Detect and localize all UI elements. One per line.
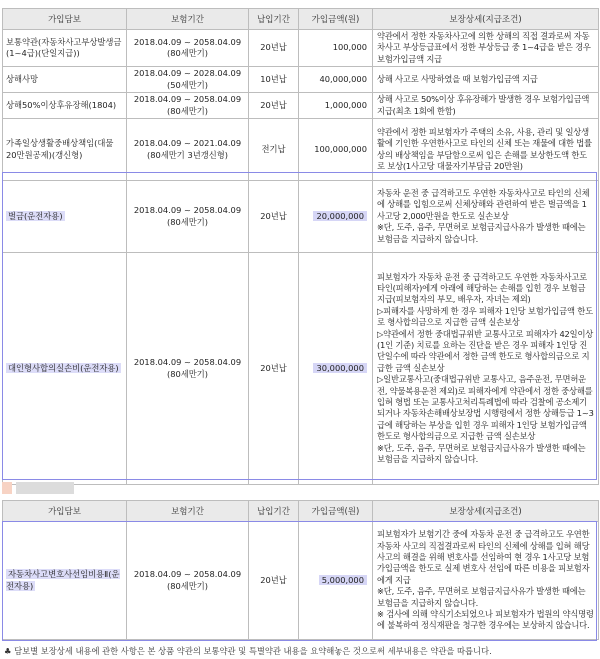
insurance-period	[127, 67, 249, 93]
highlighted-coverage-name: 벌금(운전자용)	[8, 210, 63, 221]
table-row	[3, 253, 599, 485]
coverage-detail: 자동차 운전 중 급격하고도 우연한 자동차사고로 타인의 신체에 상해를 입힘으로써 신체상해와 관련하여 받은 벌금액을 1사고당 2,000만원을 한도로 실손보상 ※단, 도주, 음주, 무면허로 보험금지급사유가 발생한 때에는 보험금을 지급하지 않습니다.	[373, 181, 599, 253]
table-row	[3, 119, 599, 181]
pay-period: 10년납	[249, 67, 299, 93]
period-term: (80세만기)	[166, 580, 209, 591]
period-range: 2018.04.09 ~ 2021.04.09	[133, 138, 242, 149]
coverage-amount	[299, 181, 373, 253]
redacted-area	[2, 478, 74, 498]
coverage-detail: 피보험자가 보험기간 중에 자동차 운전 중 급격하고도 우연한 자동차 사고의 직접결과로써 타인의 신체에 상해를 입혀 해당 사고의 해결을 위해 변호사를 선임하여 현 경우 1사고당 보험가입금액을 한도로 실제 변호사 선임에 따른 비용을 피보험자에게 지급 ※단, 도주, 음주, 무면허로 보험금지급사유가 발생한 때에는 보험금을 지급하지 않습니다. ※ 검사에 의해 약식기소되었으나 피보험자가 법원의 약식명령에 불복하여 정식재판을 청구한 경우에는 보상하지 않습니다.	[373, 522, 599, 640]
coverage-detail: 상해 사고로 사망하였을 때 보험가입금액 지급	[373, 67, 599, 93]
header-detail: 보장상세(지급조건)	[373, 501, 599, 522]
period-term: (80세만기)	[166, 105, 209, 116]
coverage-name: 상해사망	[3, 67, 127, 93]
insurance-period	[127, 253, 249, 485]
highlighted-amount: 30,000,000	[313, 363, 367, 373]
period-term: (80세만기 3년갱신형)	[146, 149, 229, 160]
coverage-detail: 약관에서 정한 자동차사고에 의한 상해의 직접 결과로써 자동차사고 부상등급표에서 정한 부상등급 중 1~4급을 받은 경우 보험가입금액 지급	[373, 30, 599, 67]
coverage-detail: 상해 사고로 50%이상 후유장해가 발생한 경우 보험가입금액 지급(최초 1회에 한함)	[373, 93, 599, 119]
pay-period: 20년납	[249, 522, 299, 640]
footnote: ♣ 담보별 보장상세 내용에 관한 사항은 본 상품 약관의 보통약관 및 특별약관 내용을 요약해놓은 것으로써 세부내용은 약관을 따릅니다.	[4, 646, 492, 656]
table-row	[3, 30, 599, 67]
table-row	[3, 93, 599, 119]
pay-period: 전기납	[249, 119, 299, 181]
coverage-table	[2, 8, 599, 485]
table-header-row	[3, 9, 599, 30]
coverage-amount: 40,000,000	[299, 67, 373, 93]
pay-period: 20년납	[249, 93, 299, 119]
period-term: (50세만기)	[166, 79, 209, 90]
period-range: 2018.04.09 ~ 2058.04.09	[133, 569, 242, 580]
header-pay-period: 납입기간	[249, 501, 299, 522]
coverage-amount: 1,000,000	[299, 93, 373, 119]
redacted-block	[2, 482, 12, 494]
period-range: 2018.04.09 ~ 2028.04.09	[133, 68, 242, 79]
coverage-amount	[299, 253, 373, 485]
period-term: (80세만기)	[166, 368, 209, 379]
table-header-row	[3, 501, 599, 522]
period-range: 2018.04.09 ~ 2058.04.09	[133, 36, 242, 47]
period-term: (80세만기)	[166, 216, 209, 227]
header-amount: 가입금액(원)	[299, 501, 373, 522]
coverage-name: 가족일상생활중배상책임(대물20만원공제)(갱신형)	[3, 119, 127, 181]
coverage-name	[3, 522, 127, 640]
header-amount: 가입금액(원)	[299, 9, 373, 30]
redacted-block	[16, 482, 74, 494]
header-pay-period: 납입기간	[249, 9, 299, 30]
insurance-period	[127, 30, 249, 67]
coverage-table-2	[2, 500, 599, 640]
coverage-name	[3, 181, 127, 253]
coverage-detail: 약관에서 정한 피보험자가 주택의 소유, 사용, 관리 및 일상생활에 기인한 우연한사고로 타인의 신체 또는 재물에 대한 법률상의 배상책임을 부담함으로써 입은 손해를 보상한도액 한도로 보상(1사고당 대물자기부담금 20만원)	[373, 119, 599, 181]
header-detail: 보장상세(지급조건)	[373, 9, 599, 30]
coverage-detail: 피보험자가 자동차 운전 중 급격하고도 우연한 자동차사고로 타인(피해자)에게 아래에 해당하는 손해를 입힌 경우 보험금 지급(피보험자의 부모, 배우자, 자녀는 제외) ▷피해자를 사망하게 한 경우 피해자 1인당 보험가입금액 한도로 형사합의금으로 지급한 금액 실손보상 ▷약관에서 정한 중대법규위반 교통사고로 피해자가 42일이상(1인 기준) 치료를 요하는 진단을 받은 경우 피해자 1인당 진단일수에 따라 약관에서 정한 금액 한도로 형사합의금으로 지급한 금액 실손보상 ▷일반교통사고(중대법규위반 교통사고, 음주운전, 무면허운전, 약물복용운전 제외)로 피해자에게 약관에서 정한 중상해를 입혀 형법 또는 교통사고처리특례법에 따라 검찰에 공소제기되거나 자동차손해배상보장법 시행령에서 정한 상해등급 1~3급에 해당하는 부상을 입힌 경우 피해자 1인당 보험가입금액 한도로 형사합의금으로 지급한 금액 실손보상 ※단, 도주, 음주, 무면허로 보험금지급사유가 발생한 때에는 보험금을 지급하지 않습니다.	[373, 253, 599, 485]
table-row	[3, 67, 599, 93]
table-row	[3, 181, 599, 253]
coverage-name: 상해50%이상후유장해(1804)	[3, 93, 127, 119]
insurance-period	[127, 93, 249, 119]
coverage-name: 보통약관(자동차사고부상발생금(1~4급)(단일지급))	[3, 30, 127, 67]
insurance-period	[127, 119, 249, 181]
table-row	[3, 522, 599, 640]
coverage-amount: 100,000,000	[299, 119, 373, 181]
period-range: 2018.04.09 ~ 2058.04.09	[133, 357, 242, 368]
coverage-amount: 100,000	[299, 30, 373, 67]
insurance-period	[127, 181, 249, 253]
insurance-period	[127, 522, 249, 640]
pay-period: 20년납	[249, 181, 299, 253]
header-period: 보험기간	[127, 501, 249, 522]
highlighted-amount: 5,000,000	[319, 575, 367, 585]
coverage-name	[3, 253, 127, 485]
period-range: 2018.04.09 ~ 2058.04.09	[133, 205, 242, 216]
highlighted-coverage-name: 자동차사고변호사선임비용Ⅱ(운전자용)	[6, 569, 120, 591]
period-range: 2018.04.09 ~ 2058.04.09	[133, 94, 242, 105]
pay-period: 20년납	[249, 253, 299, 485]
coverage-amount	[299, 522, 373, 640]
highlighted-coverage-name: 대인형사합의실손비(운전자용)	[8, 362, 119, 373]
period-term: (80세만기)	[166, 48, 209, 59]
header-period: 보험기간	[127, 9, 249, 30]
header-coverage: 가입담보	[3, 9, 127, 30]
highlighted-amount: 20,000,000	[313, 211, 367, 221]
header-coverage: 가입담보	[3, 501, 127, 522]
pay-period: 20년납	[249, 30, 299, 67]
